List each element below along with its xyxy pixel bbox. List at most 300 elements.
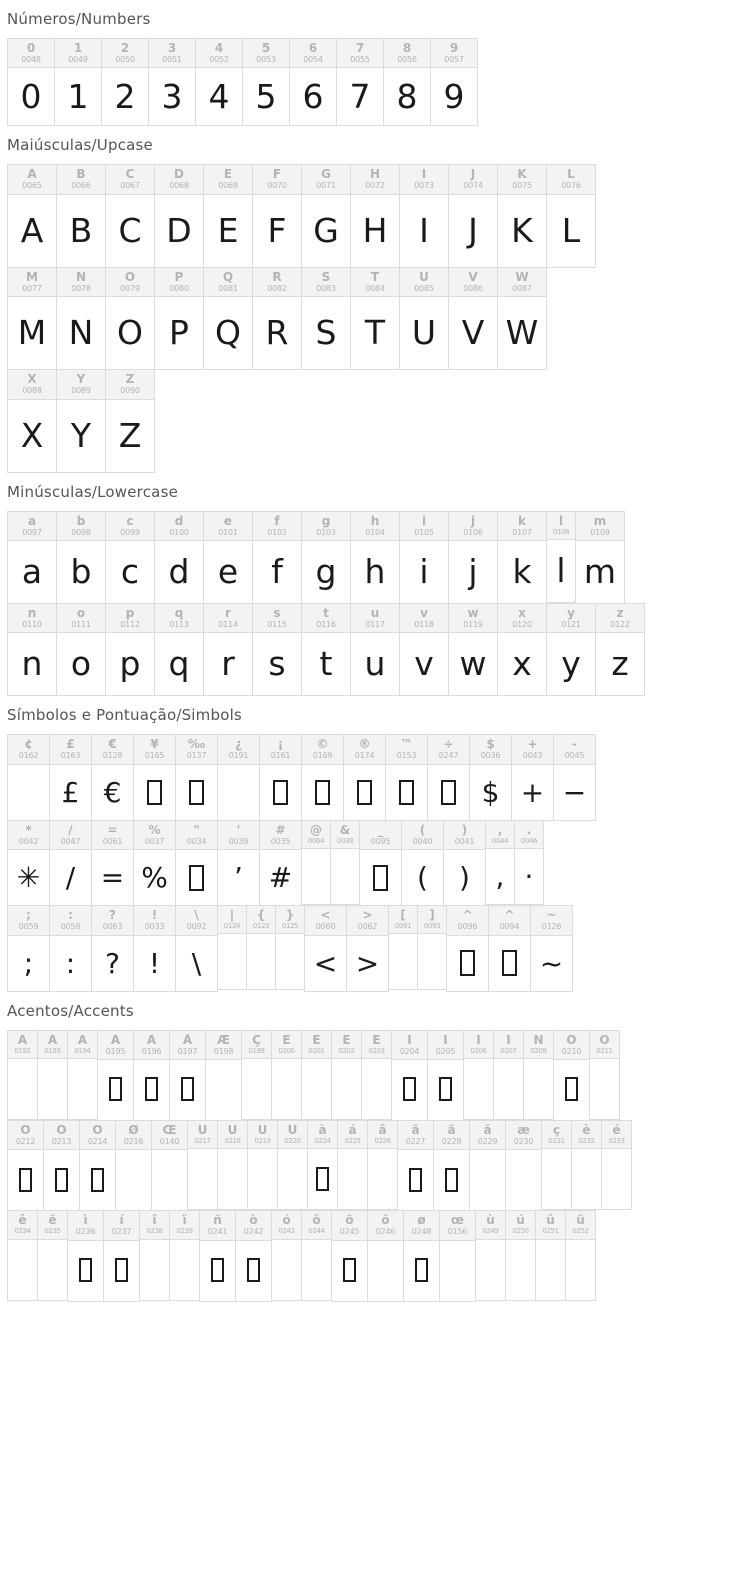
glyph-render: 3 [161,77,183,117]
glyph-cell[interactable] [175,734,218,820]
glyph-header [176,906,217,935]
glyph-cell[interactable] [49,905,92,991]
glyph-cell[interactable] [203,603,253,696]
glyph-cell[interactable] [350,267,400,370]
glyph-char-label: Ò [566,1033,577,1047]
glyph-cell[interactable] [139,1210,170,1300]
glyph-code-label: 0249 [482,1227,499,1236]
glyph-code-label: 0206 [470,1046,487,1055]
glyph-char-label: $ [486,738,495,752]
glyph-header [8,268,56,297]
glyph-cell[interactable] [433,1120,470,1211]
glyph-cell[interactable] [37,1030,68,1120]
glyph-cell[interactable] [148,38,196,126]
glyph-cell[interactable] [488,905,531,991]
glyph-code-label: 0156 [447,1227,468,1237]
glyph-cell[interactable] [301,1030,332,1120]
glyph-cell[interactable] [205,1030,242,1121]
glyph-code-label: 0054 [303,55,323,64]
glyph-cell[interactable] [361,1030,392,1120]
glyph-cell[interactable] [301,164,351,267]
glyph-cell[interactable] [7,603,57,696]
glyph-render: , [495,860,505,894]
glyph-cell[interactable] [187,1120,218,1210]
section-symbols [0,696,730,991]
glyph-grid [0,734,730,991]
glyph-cell[interactable] [571,1120,602,1210]
glyph-cell[interactable] [336,38,384,126]
glyph-char-label: : [68,909,73,923]
glyph-code-label: 0219 [254,1136,271,1145]
glyph-char-label: = [107,823,118,837]
glyph-cell[interactable] [101,38,149,126]
glyph-cell[interactable] [175,905,218,991]
glyph-char-label: Â [77,1033,88,1047]
glyph-char-label: Ö [92,1123,103,1137]
glyph-cell[interactable] [546,603,596,696]
glyph-header [57,165,105,194]
glyph-char-label: h [370,514,380,528]
glyph-cell[interactable] [133,905,176,991]
glyph-char-label: { [256,909,266,923]
glyph-cell[interactable] [7,511,57,604]
glyph-code-label: 0052 [209,55,229,64]
glyph-cell[interactable] [241,1030,272,1120]
glyph-code-label: 0243 [278,1227,295,1236]
glyph-char-label: ? [109,909,116,923]
glyph-char-label: U [419,270,429,284]
glyph-cell[interactable] [330,820,360,905]
glyph-cell[interactable] [343,734,386,820]
glyph-render: < [313,946,338,980]
glyph-header [464,1031,493,1059]
glyph-cell[interactable] [469,1120,506,1211]
glyph-cell[interactable] [399,267,449,370]
glyph-render [302,765,343,820]
glyph-cell[interactable] [514,820,544,905]
glyph-cell[interactable] [43,1120,80,1211]
glyph-cell[interactable] [252,267,302,370]
glyph-render [506,1240,535,1300]
glyph-render: 5 [255,77,277,117]
glyph-cell[interactable] [385,734,428,820]
glyph-char-label: 2 [120,42,130,55]
glyph-header [8,1031,37,1059]
glyph-cell[interactable] [133,1030,170,1121]
glyph-cell[interactable] [565,1210,596,1300]
glyph-cell[interactable] [399,511,449,604]
glyph-cell[interactable] [541,1120,572,1210]
glyph-cell[interactable] [169,1030,206,1121]
glyph-render: 0 [20,77,42,117]
glyph-render: 2 [114,77,136,117]
glyph-cell[interactable] [497,511,547,604]
glyph-code-label: 0110 [22,619,42,629]
glyph-cell[interactable] [67,1030,98,1120]
glyph-char-label: £ [66,738,75,752]
glyph-cell[interactable] [242,38,290,126]
glyph-cell[interactable] [301,1210,332,1300]
glyph-cell[interactable] [199,1210,236,1301]
glyph-cell[interactable] [350,164,400,267]
glyph-cell[interactable] [195,38,243,126]
glyph-render [470,1150,505,1210]
glyph-char-label: à [318,1123,327,1137]
missing-glyph-icon [189,780,204,806]
glyph-render [389,934,417,989]
glyph-render: E [217,210,239,250]
glyph-code-label: 0210 [561,1046,582,1056]
glyph-cell[interactable] [463,1030,494,1120]
glyph-cell[interactable] [497,267,547,370]
missing-glyph-icon [145,1077,159,1101]
glyph-cell[interactable] [448,164,498,267]
glyph-code-label: 0237 [111,1227,132,1237]
glyph-cell[interactable] [7,1120,44,1211]
glyph-cell[interactable] [37,1210,68,1300]
glyph-code-label: 0102 [267,527,287,537]
glyph-cell[interactable] [252,511,302,604]
glyph-header [243,39,289,68]
glyph-code-label: 0234 [14,1227,31,1236]
glyph-cell[interactable] [546,511,576,603]
glyph-render: 4 [208,77,230,117]
glyph-cell[interactable] [546,164,596,267]
glyph-cell[interactable] [448,603,498,696]
glyph-cell[interactable] [7,905,50,991]
glyph-cell[interactable] [151,1120,188,1211]
glyph-render [338,1149,367,1209]
glyph-code-label: 0137 [186,751,207,761]
glyph-render: z [611,644,629,684]
glyph-cell[interactable] [595,603,645,696]
glyph-cell[interactable] [301,820,331,905]
glyph-cell[interactable] [91,905,134,991]
glyph-header [80,1121,115,1150]
glyph-code-label: 0202 [338,1046,355,1055]
glyph-cell[interactable] [203,511,253,604]
missing-glyph-icon [55,1168,69,1192]
glyph-cell[interactable] [439,1210,476,1301]
glyph-cell[interactable] [252,164,302,267]
glyph-cell[interactable] [475,1210,506,1300]
glyph-cell[interactable] [271,1210,302,1300]
glyph-cell[interactable] [485,820,515,905]
glyph-char-label: é [612,1123,621,1137]
glyph-char-label: d [174,514,184,528]
glyph-cell[interactable] [169,1210,200,1300]
glyph-cell[interactable] [497,164,547,267]
missing-glyph-icon [403,1077,417,1101]
glyph-code-label: 0077 [22,283,42,293]
missing-glyph-icon [441,780,456,806]
glyph-cell[interactable] [448,267,498,370]
glyph-cell[interactable] [56,511,106,604]
glyph-header [351,604,399,633]
glyph-cell[interactable] [469,734,512,820]
glyph-render [386,765,427,820]
glyph-cell[interactable] [259,820,302,906]
glyph-cell[interactable] [154,267,204,370]
glyph-cell[interactable] [367,1210,404,1301]
glyph-cell[interactable] [154,511,204,604]
glyph-cell[interactable] [49,820,92,906]
glyph-cell[interactable] [7,734,50,820]
glyph-cell[interactable] [259,734,302,820]
glyph-code-label: 0227 [405,1136,426,1146]
glyph-cell[interactable] [7,267,57,370]
glyph-cell[interactable] [154,164,204,267]
glyph-char-label: k [518,514,526,528]
glyph-header [400,512,448,541]
glyph-cell[interactable] [7,1030,38,1120]
glyph-cell[interactable] [399,603,449,696]
glyph-cell[interactable] [203,164,253,267]
glyph-cell[interactable] [247,1120,278,1210]
glyph-code-label: 0245 [339,1227,360,1237]
glyph-header [272,1031,301,1059]
glyph-header [8,821,49,850]
glyph-char-label: % [148,823,161,837]
glyph-cell[interactable] [401,820,444,906]
glyph-cell[interactable] [301,734,344,820]
glyph-cell[interactable] [403,1210,440,1301]
glyph-cell[interactable] [203,267,253,370]
glyph-char-label: ö [381,1214,390,1228]
glyph-code-label: 0212 [15,1136,36,1146]
glyph-cell[interactable] [154,603,204,696]
glyph-render: l [556,550,566,590]
glyph-header [498,268,546,297]
glyph-cell[interactable] [388,905,418,990]
glyph-char-label: Æ [216,1033,231,1047]
glyph-cell[interactable] [56,164,106,267]
glyph-cell[interactable] [350,603,400,696]
glyph-header [332,1031,361,1059]
glyph-cell[interactable] [497,603,547,696]
glyph-header [155,512,203,541]
glyph-cell[interactable] [7,38,55,126]
glyph-header [8,604,56,633]
glyph-code-label: 0203 [368,1046,385,1055]
glyph-cell[interactable] [346,905,389,991]
glyph-render [398,1150,433,1210]
glyph-char-label: A [27,168,37,182]
glyph-code-label: 0086 [463,283,483,293]
glyph-cell[interactable] [397,1120,434,1211]
glyph-render [170,1240,199,1300]
glyph-cell[interactable] [275,905,305,990]
glyph-code-label: 0111 [71,619,91,629]
glyph-code-label: 0220 [284,1136,301,1145]
glyph-cell[interactable] [217,905,247,990]
glyph-cell[interactable] [56,603,106,696]
glyph-header [247,906,275,934]
glyph-char-label: Ú [227,1123,238,1137]
glyph-cell[interactable] [105,267,155,370]
glyph-cell[interactable] [446,905,489,991]
glyph-cell[interactable] [7,820,50,906]
glyph-cell[interactable] [601,1120,632,1210]
glyph-cell[interactable] [493,1030,524,1120]
glyph-cell[interactable] [97,1030,134,1121]
glyph-cell[interactable] [430,38,478,126]
glyph-header [400,165,448,194]
glyph-cell[interactable] [448,511,498,604]
glyph-header [57,268,105,297]
glyph-cell[interactable] [301,603,351,696]
glyph-cell[interactable] [246,905,276,990]
glyph-header [218,735,259,764]
glyph-cell[interactable] [105,511,155,604]
glyph-code-label: 0242 [243,1227,264,1237]
glyph-grid [0,1030,730,1302]
glyph-char-label: _ [377,823,384,837]
glyph-code-label: 0089 [71,386,91,396]
missing-glyph-icon [181,1077,195,1101]
glyph-render: u [364,644,386,684]
glyph-char-label: Ë [372,1033,381,1047]
glyph-char-label: G [321,168,331,182]
glyph-cell[interactable] [49,734,92,820]
glyph-cell[interactable] [505,1210,536,1300]
glyph-char-label: è [582,1123,591,1137]
glyph-render: 8 [396,77,418,117]
glyph-char-label: S [321,270,331,284]
glyph-header [362,1031,391,1059]
glyph-render [218,1149,247,1209]
glyph-cell[interactable] [252,603,302,696]
glyph-header [498,604,546,633]
glyph-cell[interactable] [337,1120,368,1210]
glyph-cell[interactable] [217,820,260,906]
glyph-char-label: ™ [400,738,413,752]
glyph-code-label: 0042 [18,836,39,846]
glyph-cell[interactable] [367,1120,398,1210]
glyph-cell[interactable] [331,1030,362,1120]
glyph-header [204,512,252,541]
glyph-header [302,512,350,541]
glyph-header [547,165,595,194]
glyph-cell[interactable] [67,1210,104,1301]
glyph-cell[interactable] [301,267,351,370]
glyph-header [253,268,301,297]
glyph-header [8,735,49,764]
glyph-cell[interactable] [91,820,134,906]
glyph-render [170,1060,205,1120]
glyph-cell[interactable] [105,164,155,267]
glyph-render: \ [191,946,202,980]
glyph-cell[interactable] [7,164,57,267]
glyph-char-label: Ä [146,1033,157,1047]
glyph-render [134,1060,169,1120]
glyph-cell[interactable] [105,603,155,696]
glyph-cell[interactable] [535,1210,566,1300]
glyph-cell[interactable] [217,734,260,820]
glyph-cell[interactable] [359,820,402,906]
glyph-cell[interactable] [417,905,447,990]
glyph-header [576,512,624,541]
section-title: Números/Numbers [7,10,151,28]
glyph-cell[interactable] [383,38,431,126]
glyph-cell[interactable] [91,734,134,820]
glyph-cell[interactable] [289,38,337,126]
glyph-code-label: 0100 [169,527,189,537]
glyph-cell[interactable] [133,820,176,906]
glyph-cell[interactable] [307,1120,338,1210]
glyph-code-label: 0238 [146,1227,163,1236]
glyph-cell[interactable] [399,164,449,267]
glyph-cell[interactable] [133,734,176,820]
glyph-cell[interactable] [350,511,400,604]
glyph-header [8,370,56,399]
glyph-render: : [65,946,76,980]
glyph-header [206,1031,241,1060]
glyph-cell[interactable] [391,1030,428,1121]
glyph-header [106,370,154,399]
glyph-code-label: 0090 [120,386,140,396]
glyph-code-label: 0091 [394,922,412,931]
glyph-render: ; [23,946,34,980]
glyph-cell[interactable] [115,1120,152,1211]
glyph-header [554,735,595,764]
glyph-code-label: 0055 [350,55,370,64]
glyph-cell[interactable] [56,369,106,472]
glyph-cell[interactable] [427,1030,464,1121]
glyph-code-label: 0248 [411,1227,432,1237]
glyph-cell[interactable] [553,1030,590,1121]
glyph-cell[interactable] [589,1030,620,1120]
glyph-header [55,39,101,68]
glyph-cell[interactable] [54,38,102,126]
glyph-header [176,821,217,850]
glyph-cell[interactable] [7,1210,38,1300]
glyph-header [596,604,644,633]
glyph-cell[interactable] [235,1210,272,1301]
glyph-cell[interactable] [304,905,347,991]
glyph-cell[interactable] [511,734,554,820]
glyph-cell[interactable] [79,1120,116,1211]
glyph-cell[interactable] [56,267,106,370]
glyph-render: = [100,861,125,895]
glyph-cell[interactable] [301,511,351,604]
glyph-code-label: 0062 [357,922,378,932]
glyph-cell[interactable] [575,511,625,604]
glyph-char-label: € [108,738,117,752]
glyph-cell[interactable] [553,734,596,820]
glyph-cell[interactable] [505,1120,542,1211]
glyph-cell[interactable] [523,1030,554,1120]
glyph-cell[interactable] [7,369,57,472]
glyph-cell[interactable] [277,1120,308,1210]
glyph-char-label: Ç [252,1033,261,1047]
glyph-code-label: 0046 [520,836,538,845]
glyph-cell[interactable] [271,1030,302,1120]
glyph-header [542,1121,571,1149]
glyph-code-label: 0108 [552,527,570,536]
glyph-cell[interactable] [217,1120,248,1210]
glyph-cell[interactable] [105,369,155,472]
glyph-cell[interactable] [530,905,573,991]
glyph-header [486,821,514,849]
glyph-cell[interactable] [331,1210,368,1301]
glyph-char-label: Ã [110,1033,121,1047]
glyph-cell[interactable] [175,820,218,906]
glyph-header [547,604,595,633]
glyph-cell[interactable] [103,1210,140,1301]
glyph-cell[interactable] [443,820,486,906]
glyph-cell[interactable] [427,734,470,820]
